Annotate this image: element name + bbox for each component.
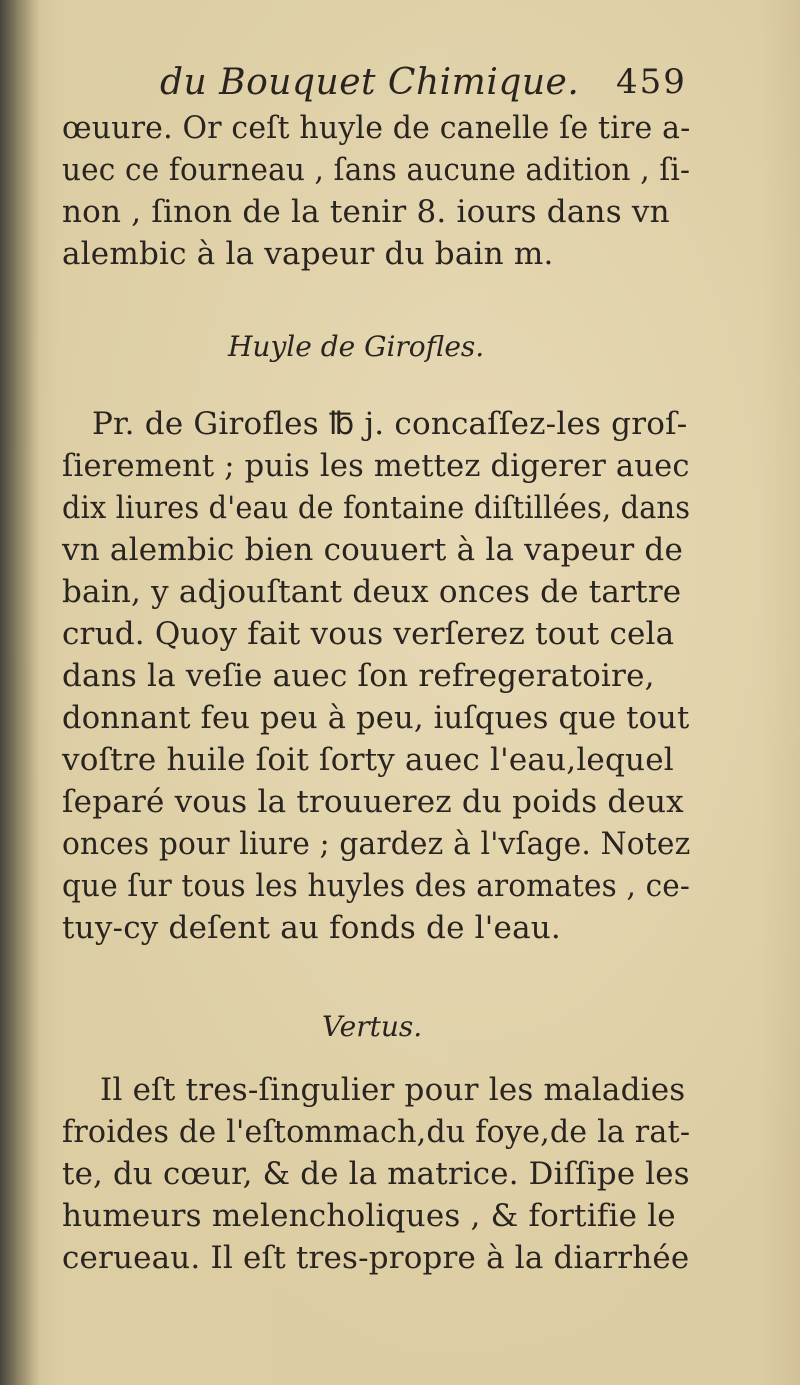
text-line: crud. Quoy fait vous verſerez tout cela [62,616,675,652]
text-line: œuure. Or ceſt huyle de canelle ſe tire a- [62,110,691,146]
text-line: Il eſt tres-ſingulier pour les maladies [100,1072,686,1108]
text-line: bain, y adjouſtant deux onces de tartre [62,574,682,610]
text-line: tuy-cy deſent au fonds de l'eau. [62,910,561,946]
text-line: froides de l'eſtommach,du foye,de la rat- [62,1114,691,1150]
text-line: ſeparé vous la trouuerez du poids deux [62,784,684,820]
text-line: ſierement ; puis les mettez digerer auec [62,448,690,484]
running-head: du Bouquet Chimique. [160,62,580,103]
text-line: cerueau. Il eſt tres-propre à la diarrhée [62,1240,690,1276]
text-line: vn alembic bien couuert à la vapeur de [62,532,684,568]
section-heading-girofles: Huyle de Girofles. [228,330,485,363]
text-line: humeurs melencholiques , & fortifie le [62,1198,676,1234]
text-line: dans la veſie auec ſon refregeratoire, [62,658,655,694]
page-number: 459 [616,62,687,102]
text-line: non , ſinon de la tenir 8. iours dans vn [62,194,670,230]
text-line: voſtre huile ſoit ſorty auec l'eau,lequel [62,742,674,778]
text-line: uec ce fourneau , ſans aucune adition , ſi- [62,152,691,188]
text-line: Pr. de Girofles ℔ j. concaſſez-les groſ- [92,406,688,442]
gutter-shadow [0,0,40,1385]
text-line: donnant feu peu à peu, iuſques que tout [62,700,690,736]
text-line: te, du cœur, & de la matrice. Diſſipe les [62,1156,690,1192]
text-line: que ſur tous les huyles des aromates , ce- [62,868,691,904]
section-heading-vertus: Vertus. [322,1010,423,1043]
text-line: onces pour liure ; gardez à l'vſage. Notez [62,826,691,862]
text-line: alembic à la vapeur du bain m. [62,236,554,272]
text-line: dix liures d'eau de fontaine diſtillées, dans [62,490,691,526]
